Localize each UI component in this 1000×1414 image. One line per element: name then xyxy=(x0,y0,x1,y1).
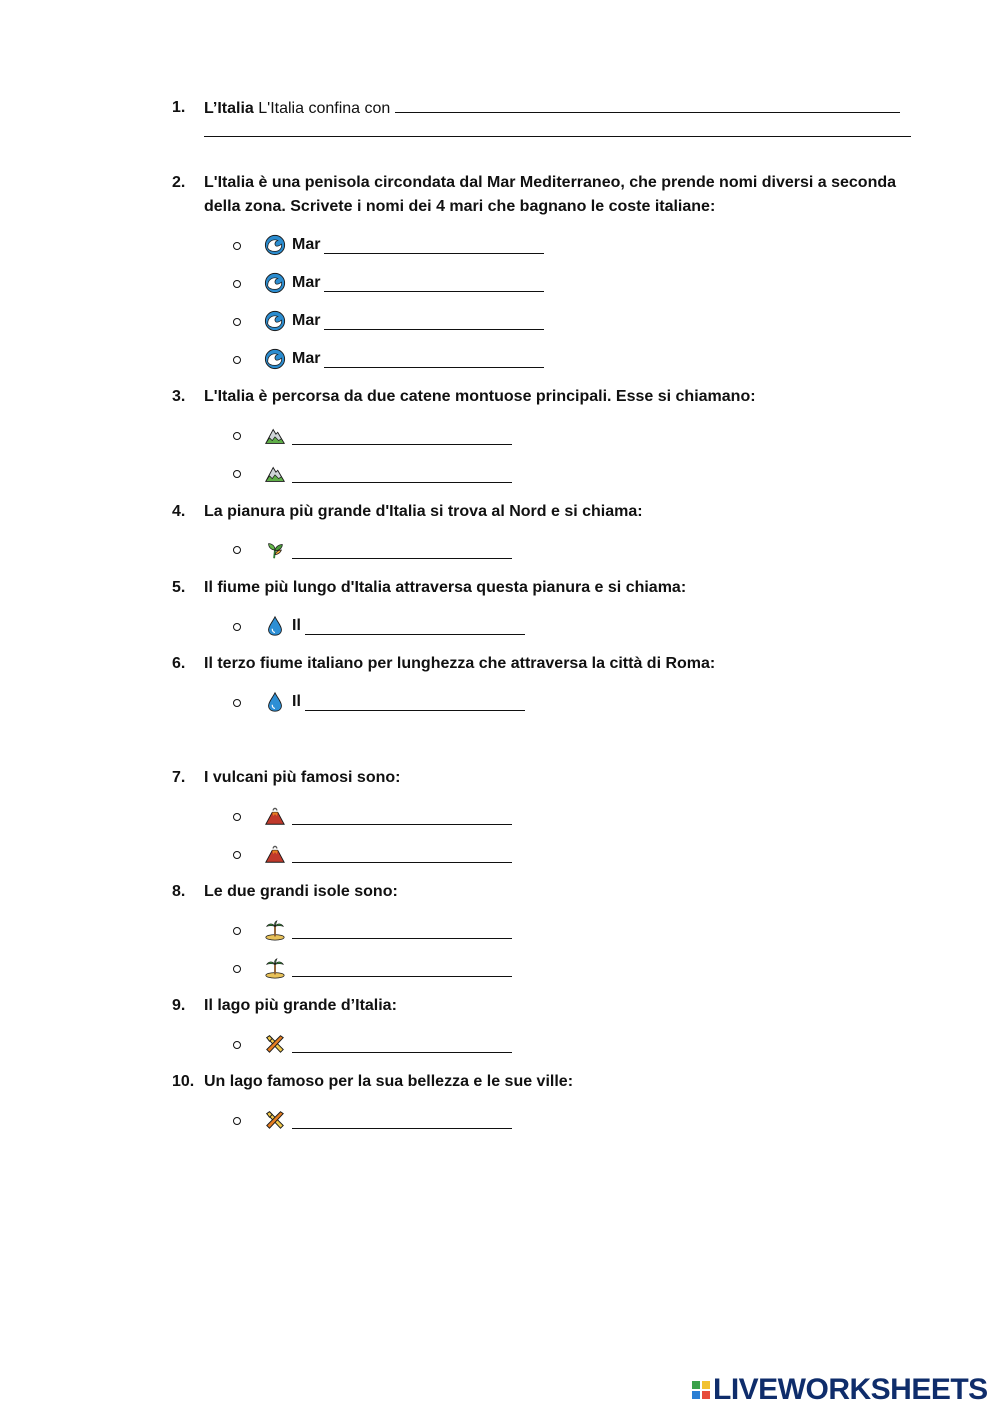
question-number: 8. xyxy=(172,883,186,900)
question-number: 4. xyxy=(172,503,186,520)
question-number: 2. xyxy=(172,174,186,191)
bullet xyxy=(233,280,241,288)
question-title: L’Italia xyxy=(204,100,254,117)
answer-item xyxy=(264,233,544,257)
bullet xyxy=(233,623,241,631)
answer-blank[interactable] xyxy=(292,1036,512,1053)
paddle-icon xyxy=(264,1033,286,1055)
bullet xyxy=(233,546,241,554)
bullet xyxy=(233,356,241,364)
question-number: 5. xyxy=(172,579,186,596)
mountain-icon xyxy=(264,463,286,485)
answer-blank[interactable] xyxy=(292,466,512,483)
droplet-icon xyxy=(264,615,286,637)
answer-blank-continuation[interactable] xyxy=(204,136,911,137)
question-number: 6. xyxy=(172,655,186,672)
bullet xyxy=(233,851,241,859)
liveworksheets-logo xyxy=(692,1373,988,1406)
question-text: Il terzo fiume italiano per lunghezza che attraversa la città di Roma: xyxy=(204,655,716,672)
mountain-icon xyxy=(264,425,286,447)
wave-icon xyxy=(264,272,286,294)
answer-blank[interactable] xyxy=(292,542,512,559)
answer-blank[interactable] xyxy=(324,351,544,368)
paddle-icon xyxy=(264,1109,286,1131)
answer-blank[interactable] xyxy=(292,1112,512,1129)
answer-blank[interactable] xyxy=(292,428,512,445)
answer-blank[interactable] xyxy=(395,96,900,113)
question-prompt: L'Italia confina con xyxy=(258,100,391,117)
bullet xyxy=(233,699,241,707)
logo-blocks-icon xyxy=(692,1381,710,1399)
droplet-icon xyxy=(264,691,286,713)
wave-icon xyxy=(264,310,286,332)
question-text: Le due grandi isole sono: xyxy=(204,883,398,900)
answer-blank[interactable] xyxy=(292,922,512,939)
item-label: Mar xyxy=(292,350,321,367)
question-text: L'Italia è una penisola circondata dal Mar Mediterraneo, che prende nomi diversi a seconda della zona. Scrivete i nomi dei 4 mari che bagnano le coste italiane: xyxy=(204,174,897,215)
item-label: Il xyxy=(292,693,301,710)
item-label: Mar xyxy=(292,236,321,253)
answer-item xyxy=(264,309,544,333)
palm-island-icon xyxy=(264,919,286,941)
answer-item xyxy=(264,424,512,448)
question-text: I vulcani più famosi sono: xyxy=(204,769,401,786)
bullet xyxy=(233,1117,241,1125)
bullet xyxy=(233,813,241,821)
answer-item xyxy=(264,918,512,942)
question-number: 1. xyxy=(172,99,186,116)
question-text: Un lago famoso per la sua bellezza e le sue ville: xyxy=(204,1073,574,1090)
plant-icon xyxy=(264,539,286,561)
item-label: Mar xyxy=(292,274,321,291)
question-text: La pianura più grande d'Italia si trova al Nord e si chiama: xyxy=(204,503,643,520)
wave-icon xyxy=(264,348,286,370)
answer-item xyxy=(264,690,525,714)
answer-blank[interactable] xyxy=(292,960,512,977)
answer-blank[interactable] xyxy=(324,237,544,254)
volcano-icon xyxy=(264,843,286,865)
answer-item xyxy=(264,271,544,295)
item-label: Mar xyxy=(292,312,321,329)
answer-item xyxy=(264,956,512,980)
answer-item xyxy=(264,462,512,486)
answer-item xyxy=(264,347,544,371)
bullet xyxy=(233,470,241,478)
bullet xyxy=(233,432,241,440)
question-number: 9. xyxy=(172,997,186,1014)
answer-blank[interactable] xyxy=(305,694,525,711)
logo-text: LIVEWORKSHEETS xyxy=(713,1373,988,1406)
bullet xyxy=(233,242,241,250)
answer-item xyxy=(264,1108,512,1132)
bullet xyxy=(233,965,241,973)
answer-blank[interactable] xyxy=(324,275,544,292)
answer-item xyxy=(264,804,512,828)
bullet xyxy=(233,318,241,326)
item-label: Il xyxy=(292,617,301,634)
answer-blank[interactable] xyxy=(292,846,512,863)
palm-island-icon xyxy=(264,957,286,979)
answer-item xyxy=(264,1032,512,1056)
question-text xyxy=(204,96,900,121)
bullet xyxy=(233,927,241,935)
question-number: 10. xyxy=(172,1073,195,1090)
question-text: Il lago più grande d’Italia: xyxy=(204,997,397,1014)
wave-icon xyxy=(264,234,286,256)
answer-item xyxy=(264,538,512,562)
answer-blank[interactable] xyxy=(305,618,525,635)
question-number: 3. xyxy=(172,388,186,405)
volcano-icon xyxy=(264,805,286,827)
answer-blank[interactable] xyxy=(292,808,512,825)
question-number: 7. xyxy=(172,769,186,786)
answer-blank[interactable] xyxy=(324,313,544,330)
question-text: Il fiume più lungo d'Italia attraversa questa pianura e si chiama: xyxy=(204,579,687,596)
question-text: L'Italia è percorsa da due catene montuose principali. Esse si chiamano: xyxy=(204,388,756,405)
answer-item xyxy=(264,614,525,638)
answer-item xyxy=(264,842,512,866)
bullet xyxy=(233,1041,241,1049)
